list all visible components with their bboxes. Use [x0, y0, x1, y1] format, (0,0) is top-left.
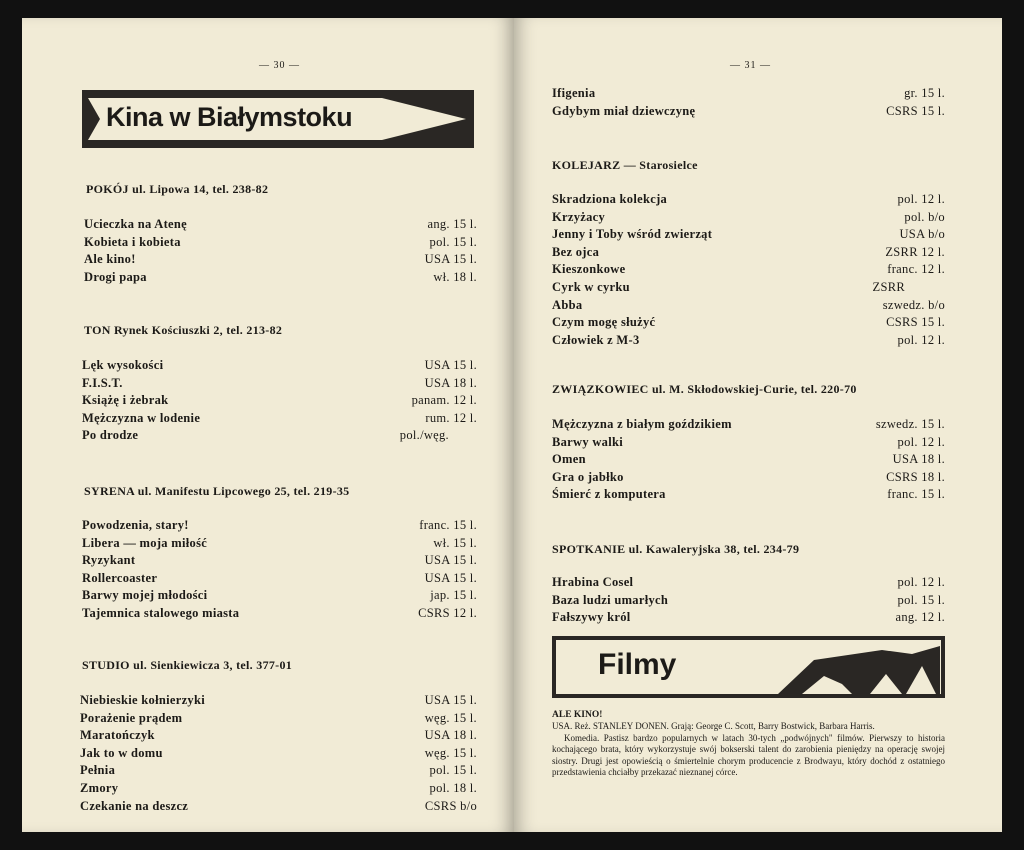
list-item: F.I.S.T. USA 18 l.	[82, 375, 477, 390]
list-item: Cyrk w cyrku ZSRR	[552, 279, 905, 294]
list-item: Bez ojca ZSRR 12 l.	[552, 244, 945, 259]
list-item: Jak to w domu węg. 15 l.	[80, 745, 477, 760]
cinema-heading: ZWIĄZKOWIEC ul. M. Skłodowskiej-Curie, tel. 220-70	[552, 382, 857, 396]
cinema-heading: STUDIO ul. Sienkiewicza 3, tel. 377-01	[82, 658, 293, 672]
cinema-heading: KOLEJARZ — Starosielce	[552, 158, 698, 172]
list-item: Ucieczka na Atenę ang. 15 l.	[84, 217, 477, 231]
film-list	[552, 575, 945, 628]
list-item: Krzyżacy pol. b/o	[552, 209, 945, 224]
list-item: Skradziona kolekcja pol. 12 l.	[552, 192, 945, 206]
films-banner	[552, 636, 945, 698]
list-item: Porażenie prądem węg. 15 l.	[80, 710, 477, 725]
film-list	[552, 86, 945, 121]
right-page	[514, 18, 1002, 832]
list-item: Po drodze pol./węg.	[82, 428, 449, 443]
list-item: Kieszonkowe franc. 12 l.	[552, 262, 945, 277]
list-item: Mężczyzna z białym goździkiem szwedz. 15 l.	[552, 417, 945, 431]
list-item: Hrabina Cosel pol. 12 l.	[552, 575, 945, 589]
list-item: Abba szwedz. b/o	[552, 297, 945, 312]
list-item: Śmierć z komputera franc. 15 l.	[552, 487, 945, 502]
list-item: Jenny i Toby wśród zwierząt USA b/o	[552, 227, 945, 242]
left-page	[22, 18, 514, 832]
list-item: Zmory pol. 18 l.	[80, 780, 477, 795]
description-credits: USA. Reż. STANLEY DONEN. Grają: George C. Scott, Barry Bostwick, Barbara Harris.	[552, 721, 875, 732]
list-item: Maratończyk USA 18 l.	[80, 728, 477, 743]
list-item: Ifigenia gr. 15 l.	[552, 86, 945, 100]
page-number: — 31 —	[730, 60, 771, 71]
list-item: Barwy mojej młodości jap. 15 l.	[82, 588, 477, 603]
film-list	[82, 518, 477, 624]
banner-title: Kina w Białymstoku	[106, 102, 353, 132]
description-film-title: ALE KINO!	[552, 710, 603, 720]
cinema-heading: TON Rynek Kościuszki 2, tel. 213-82	[84, 323, 283, 337]
film-list	[552, 192, 945, 350]
film-description	[552, 710, 945, 778]
film-list	[552, 417, 945, 505]
list-item: Gdybym miał dziewczynę CSRS 15 l.	[552, 103, 945, 118]
list-item: Ryzykant USA 15 l.	[82, 553, 477, 568]
description-body: Komedia. Pastisz bardzo popularnych w latach 30-tych „podwójnych" filmów. Pierwszy to historia kochającego brata, który wykorzystuje swój bokserski talent do zarobienia pieniędzy na operację swojej siostry. Drugi jest opowieścią o śmiertelnie chorym producencie z Brodwayu, który dochód z ostatniego przedstawienia chciałby przekazać nieznanej córce.	[552, 732, 945, 778]
title-banner	[82, 90, 474, 148]
list-item: Książę i żebrak panam. 12 l.	[82, 393, 477, 408]
list-item: Rollercoaster USA 15 l.	[82, 570, 477, 585]
film-list	[84, 217, 477, 287]
list-item: Niebieskie kołnierzyki USA 15 l.	[80, 693, 477, 707]
cinema-heading: POKÓJ ul. Lipowa 14, tel. 238-82	[86, 182, 269, 196]
list-item: Libera — moja miłość wł. 15 l.	[82, 535, 477, 550]
page-number: — 30 —	[259, 60, 300, 71]
list-item: Kobieta i kobieta pol. 15 l.	[84, 234, 477, 249]
list-item: Czekanie na deszcz CSRS b/o	[80, 798, 477, 813]
list-item: Drogi papa wł. 18 l.	[84, 269, 477, 284]
film-list	[80, 693, 477, 816]
list-item: Tajemnica stalowego miasta CSRS 12 l.	[82, 605, 477, 620]
list-item: Ale kino! USA 15 l.	[84, 252, 477, 267]
list-item: Człowiek z M-3 pol. 12 l.	[552, 332, 945, 347]
list-item: Czym mogę służyć CSRS 15 l.	[552, 315, 945, 330]
cinema-heading: SPOTKANIE ul. Kawaleryjska 38, tel. 234-79	[552, 542, 800, 556]
list-item: Baza ludzi umarłych pol. 15 l.	[552, 592, 945, 607]
list-item: Lęk wysokości USA 15 l.	[82, 358, 477, 372]
cinema-heading: SYRENA ul. Manifestu Lipcowego 25, tel. 219-35	[84, 484, 350, 498]
list-item: Omen USA 18 l.	[552, 452, 945, 467]
list-item: Barwy walki pol. 12 l.	[552, 434, 945, 449]
film-list	[82, 358, 477, 446]
list-item: Mężczyzna w lodenie rum. 12 l.	[82, 410, 477, 425]
list-item: Fałszywy król ang. 12 l.	[552, 610, 945, 625]
list-item: Gra o jabłko CSRS 18 l.	[552, 469, 945, 484]
list-item: Powodzenia, stary! franc. 15 l.	[82, 518, 477, 532]
films-banner-title: Filmy	[598, 648, 677, 681]
list-item: Pełnia pol. 15 l.	[80, 763, 477, 778]
